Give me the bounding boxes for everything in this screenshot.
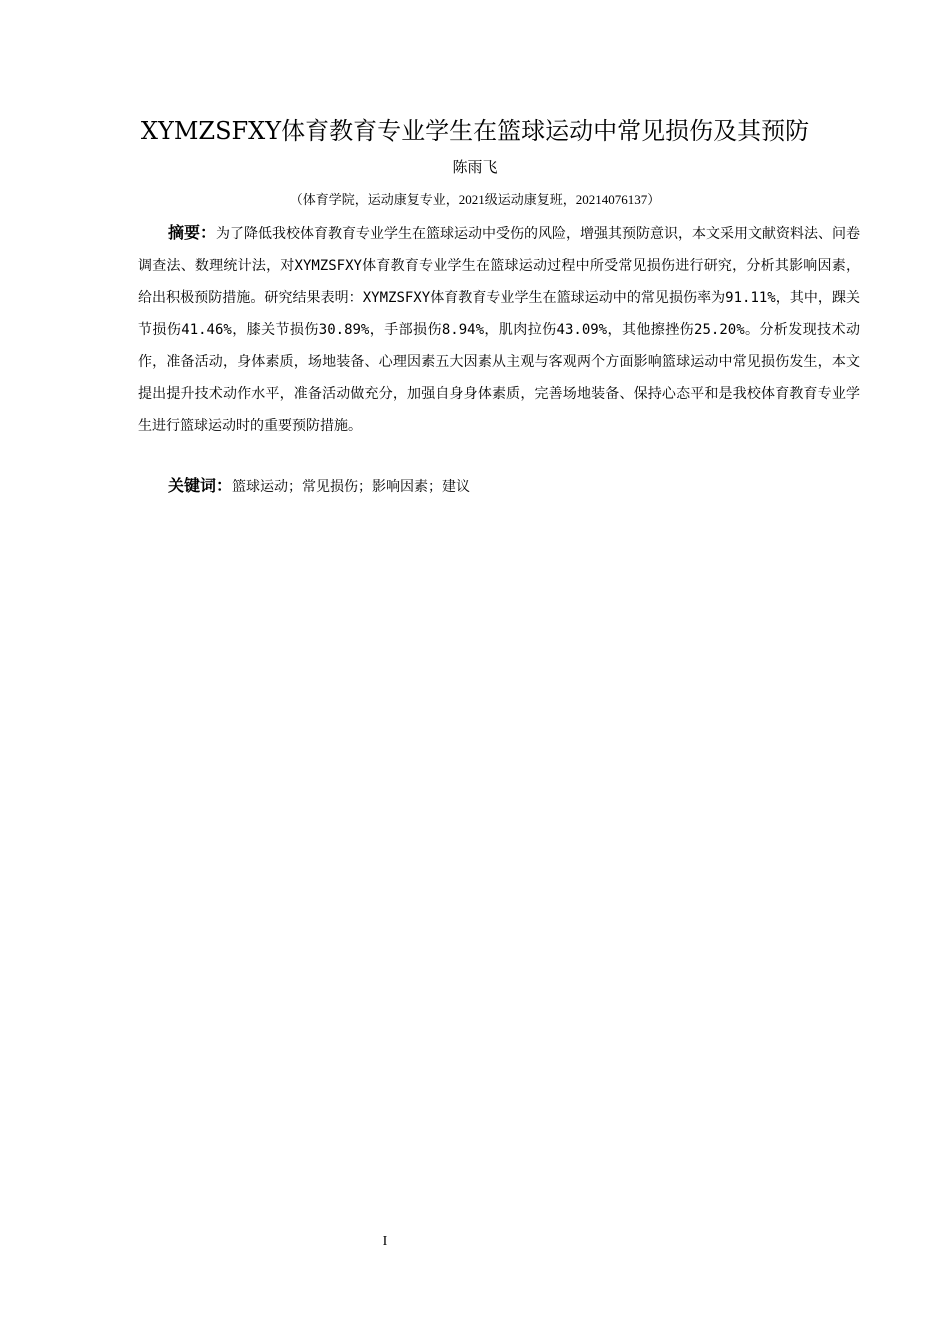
author-name: 陈雨飞 xyxy=(452,158,498,176)
author-affiliation: （体育学院，运动康复专业，2021级运动康复班，20214076137） xyxy=(289,192,661,207)
abstract-paragraph xyxy=(138,217,860,442)
document-title: XYMZSFXY体育教育专业学生在篮球运动中常见损伤及其预防 xyxy=(140,117,810,145)
keywords-text: 篮球运动；常见损伤；影响因素；建议 xyxy=(232,479,471,495)
keywords-paragraph xyxy=(138,470,860,503)
abstract-text: 为了降低我校体育教育专业学生在篮球运动中受伤的风险，增强其预防意识，本文采用文献资料法、问卷调查法、数理统计法，对XYMZSFXY体育教育专业学生在篮球运动过程中所受常见损伤进行研究，分析其影响因素，给出积极预防措施。研究结果表明：XYMZSFXY体育教育专业学生在篮球运动中的常见损伤率为91.11%，其中，踝关节损伤41.46%，膝关节损伤30.89%，手部损伤8.94%，肌肉拉伤43.09%，其他擦挫伤25.20%。分析发现技术动作，准备活动，身体素质，场地装备、心理因素五大因素从主观与客观两个方面影响篮球运动中常见损伤发生，本文提出提升技术动作水平，准备活动做充分，加强自身身体素质，完善场地装备、保持心态平和是我校体育教育专业学生进行篮球运动时的重要预防措施。 xyxy=(138,226,861,434)
abstract-label: 摘要： xyxy=(168,223,217,242)
keywords-label: 关键词： xyxy=(168,476,233,495)
page-number: I xyxy=(382,1234,388,1249)
